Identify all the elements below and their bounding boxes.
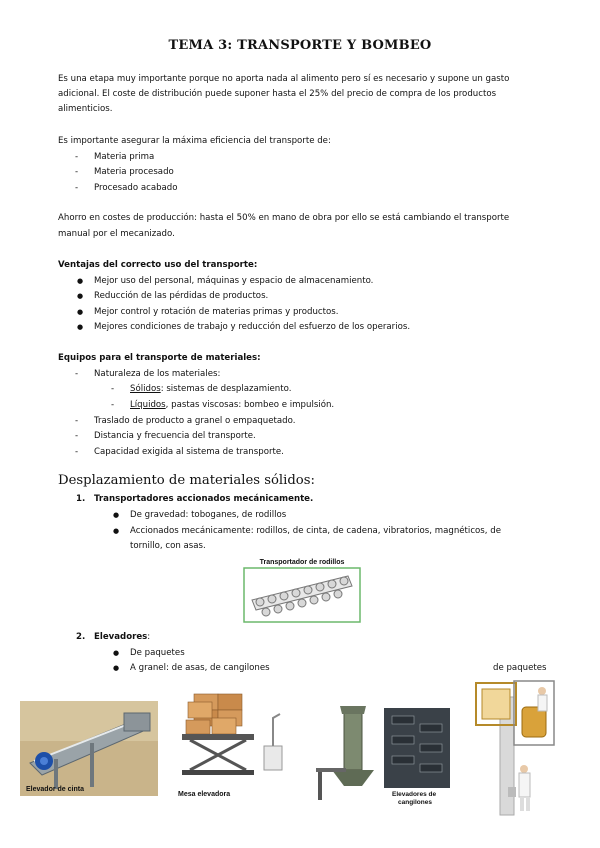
- item1-bullet: ● Accionados mecánicamente: rodillos, de cinta, de cadena, vibratorios, magnéticos, de: [130, 524, 501, 540]
- bucket-elevator-illustration: [314, 706, 454, 806]
- package-elevator-illustration: [472, 677, 562, 817]
- advantages-heading: Ventajas del correcto uso del transporte:: [58, 260, 258, 270]
- lift-table-photo: [176, 688, 294, 800]
- roller-conveyor-illustration: [240, 556, 364, 624]
- equipment-nature: - Naturaleza de los materiales:: [94, 367, 220, 383]
- liquids-line: [130, 398, 334, 414]
- equipment-item: - Capacidad exigida al sistema de transporte.: [94, 445, 284, 461]
- item2-title-line: [94, 630, 150, 646]
- efficiency-item: - Materia prima: [94, 150, 154, 166]
- liquids-label: Líquidos: [130, 400, 166, 410]
- solids-label: Sólidos: [130, 384, 161, 394]
- item2-bullet: ● De paquetes: [130, 646, 185, 662]
- solids-line: [130, 382, 291, 398]
- savings-line-2: manual por el mecanizado.: [58, 229, 175, 239]
- package-elevator-photo: [472, 677, 562, 817]
- intro-line-1: Es una etapa muy importante porque no aporta nada al alimento pero sí es necesario y supone un gasto: [58, 74, 510, 84]
- advantage-item: ● Mejor control y rotación de materias primas y productos.: [94, 305, 338, 321]
- advantage-item: ● Reducción de las pérdidas de productos.: [94, 289, 268, 305]
- equipment-item: - Traslado de producto a granel o empaquetado.: [94, 414, 295, 430]
- efficiency-item: - Procesado acabado: [94, 181, 178, 197]
- efficiency-item: - Materia procesado: [94, 165, 174, 181]
- solids-text: : sistemas de desplazamiento.: [160, 384, 292, 394]
- item1-bullet: ● De gravedad: toboganes, de rodillos: [130, 508, 286, 524]
- belt-elevator-photo: [20, 701, 158, 796]
- belt-elevator-illustration: [20, 701, 158, 796]
- item1-bullet-continuation: tornillo, con asas.: [130, 541, 206, 551]
- lift-table-caption: Mesa elevadora: [178, 791, 231, 798]
- equipment-item: - Distancia y frecuencia del transporte.: [94, 429, 256, 445]
- savings-line-1: Ahorro en costes de producción: hasta el 50% en mano de obra por ello se está cambiando el transporte: [58, 213, 510, 223]
- item2-right-label: de paquetes: [493, 663, 547, 673]
- bucket-elevator-caption-1: Elevadores de: [392, 791, 437, 798]
- item2-title: Elevadores: [94, 632, 148, 642]
- item2-number: 2.: [76, 632, 86, 642]
- roller-conveyor-figure: [240, 556, 364, 624]
- advantage-item: ● Mejores condiciones de trabajo y reducción del esfuerzo de los operarios.: [94, 320, 410, 336]
- roller-conveyor-caption: Transportador de rodillos: [259, 559, 345, 566]
- bucket-elevator-caption-2: cangilones: [398, 799, 432, 806]
- solids-section-heading: Desplazamiento de materiales sólidos:: [58, 473, 315, 488]
- bucket-elevator-photo: [314, 706, 454, 806]
- item1-number: 1.: [76, 494, 86, 504]
- item2-colon: :: [147, 632, 151, 642]
- item1-title: Transportadores accionados mecánicamente.: [94, 494, 314, 504]
- item2-bullet: ● A granel: de asas, de cangilones: [130, 661, 270, 677]
- intro-line-2: adicional. El coste de distribución puede suponer hasta el 25% del precio de compra de los productos: [58, 89, 497, 99]
- belt-elevator-caption: Elevador de cinta: [26, 786, 84, 793]
- liquids-text: , pastas viscosas: bombeo e impulsión.: [165, 400, 335, 410]
- page-title: TEMA 3: TRANSPORTE Y BOMBEO: [168, 38, 432, 53]
- intro-line-3: alimenticios.: [58, 104, 113, 114]
- lift-table-illustration: [176, 688, 294, 800]
- efficiency-heading: Es importante asegurar la máxima eficiencia del transporte de:: [58, 136, 331, 146]
- equipment-heading: Equipos para el transporte de materiales:: [58, 353, 261, 363]
- advantage-item: ● Mejor uso del personal, máquinas y espacio de almacenamiento.: [94, 274, 373, 290]
